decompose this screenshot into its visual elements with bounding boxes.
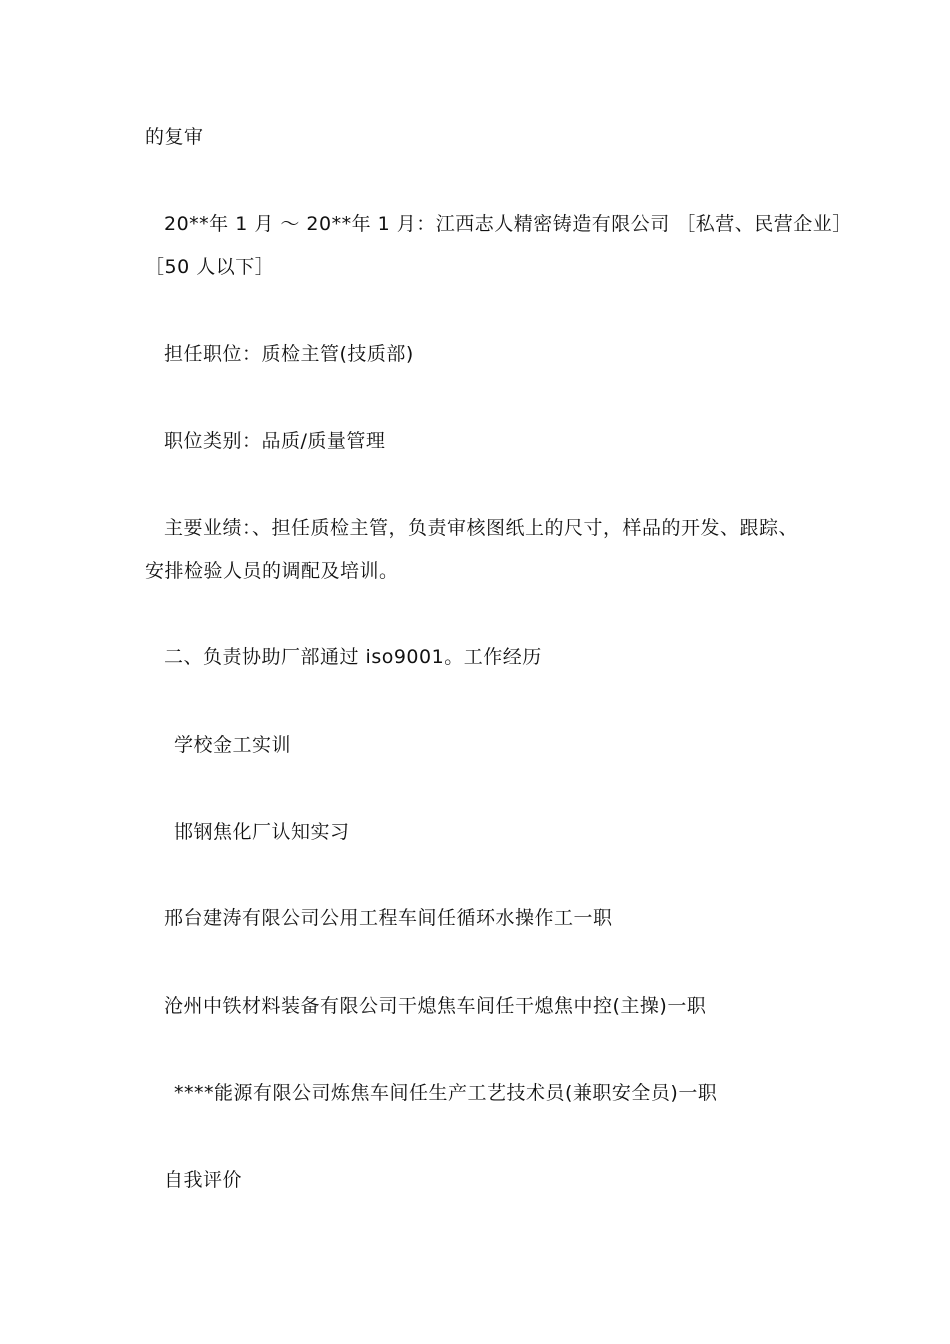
section-heading-self-evaluation: 自我评价 [164, 1169, 243, 1191]
list-item-xingtai-job: 邢台建涛有限公司公用工程车间任循环水操作工一职 [164, 907, 613, 929]
paragraph-position-category: 职位类别：品质/质量管理 [164, 430, 386, 452]
paragraph-position: 担任职位：质检主管(技质部) [164, 343, 414, 365]
paragraph-achievements: 主要业绩：、担任质检主管，负责审核图纸上的尺寸，样品的开发、跟踪、 [164, 517, 799, 539]
paragraph-iso-work-experience: 二、负责协助厂部通过 iso9001。工作经历 [164, 646, 542, 668]
list-item-school-training: 学校金工实训 [174, 734, 292, 756]
paragraph-review-tail: 的复审 [145, 126, 204, 148]
list-item-cangzhou-job: 沧州中铁材料装备有限公司干熄焦车间任干熄焦中控(主操)一职 [164, 995, 707, 1017]
paragraph-achievements-continued: 安排检验人员的调配及培训。 [145, 560, 399, 582]
list-item-internship: 邯钢焦化厂认知实习 [174, 821, 350, 843]
paragraph-company-size: ［50 人以下］ [145, 256, 275, 278]
list-item-energy-job: ****能源有限公司炼焦车间任生产工艺技术员(兼职安全员)一职 [174, 1082, 718, 1104]
paragraph-employment-period: 20**年 1 月 ～ 20**年 1 月：江西志人精密铸造有限公司 ［私营、民营企业］ [164, 213, 852, 235]
